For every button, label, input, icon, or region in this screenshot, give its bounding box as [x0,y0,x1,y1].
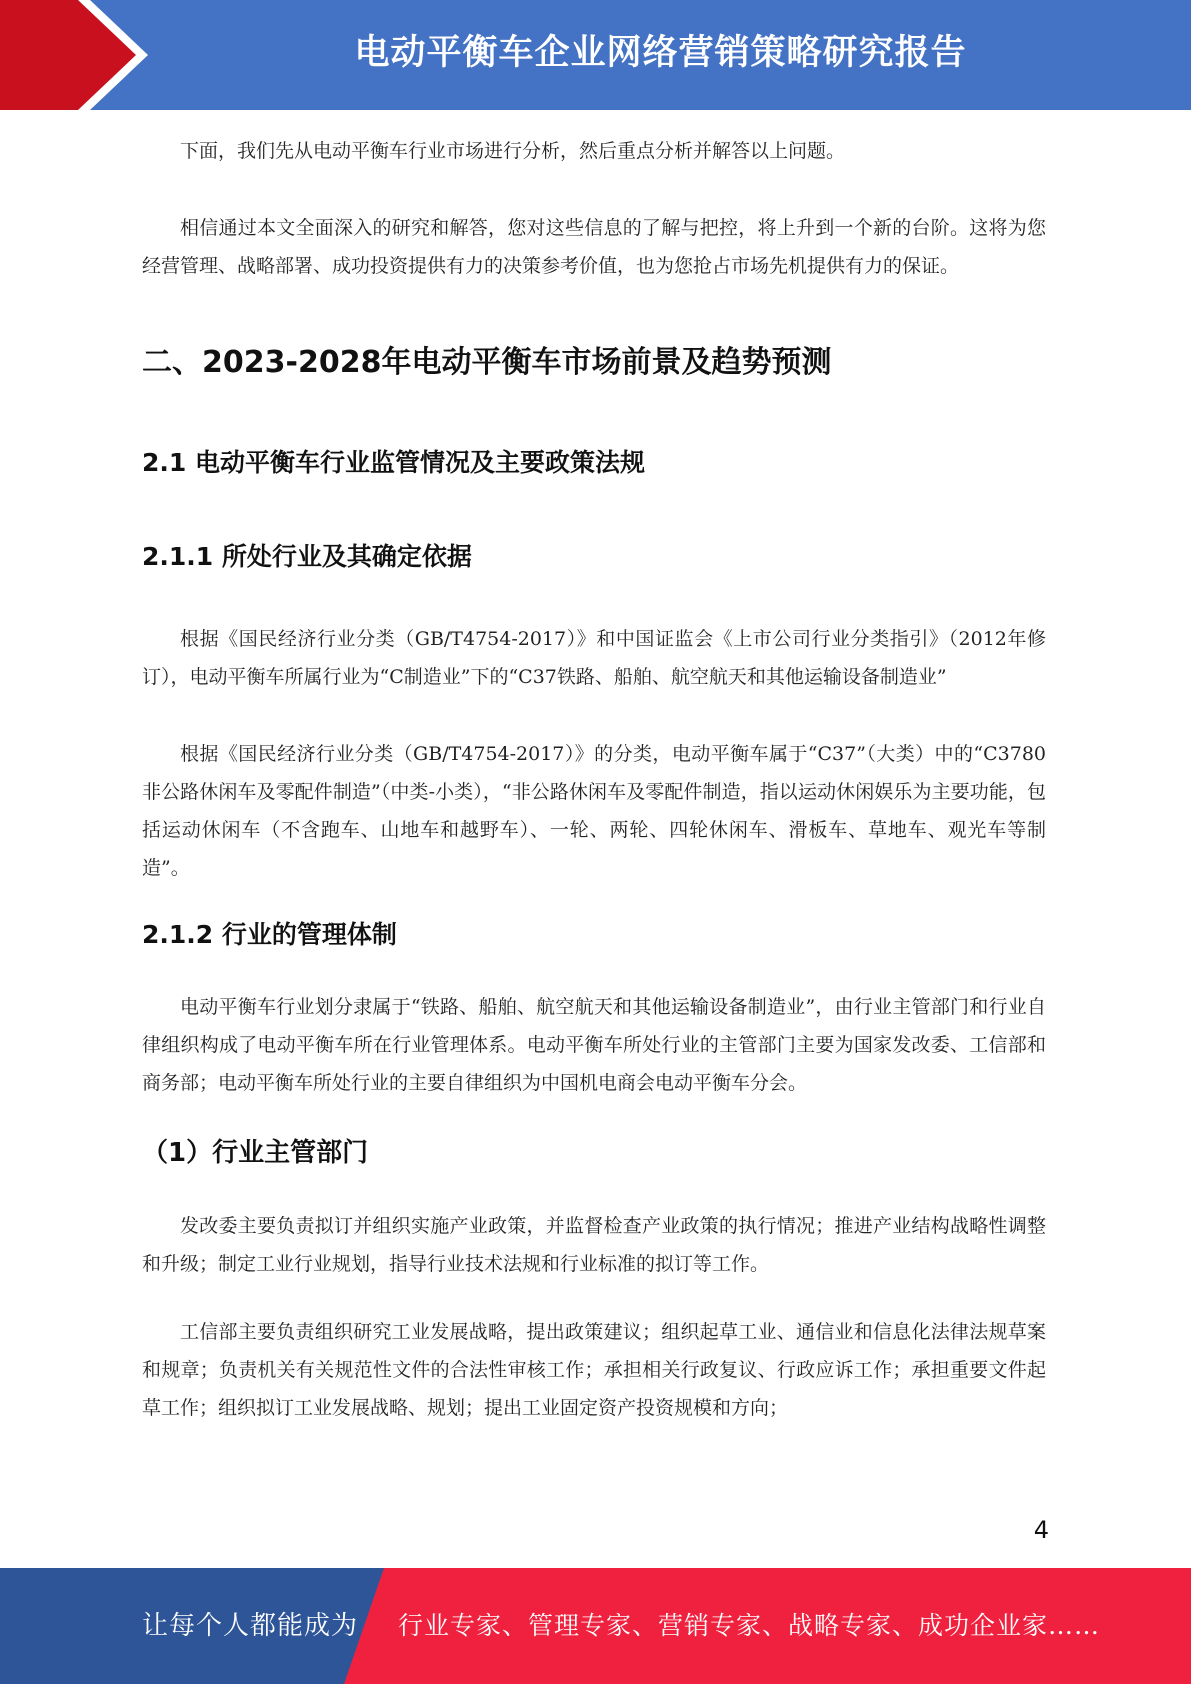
management-paragraph: 电动平衡车行业划分隶属于“铁路、船舶、航空航天和其他运输设备制造业”，由行业主管部门和行业自律组织构成了电动平衡车所在行业管理体系。电动平衡车所处行业的主管部门主要为国家发改委、工信部和商务部；电动平衡车所处行业的主要自律组织为中国机电商会电动平衡车分会。 [142,996,1046,1094]
footer-slogan-right: 行业专家、管理专家、营销专家、战略专家、成功企业家…… [398,1611,1101,1640]
page-header [0,0,1191,110]
section-heading: 二、2023-2028年电动平衡车市场前景及趋势预测 [142,345,832,380]
subsubsection-heading-1: 2.1.1 所处行业及其确定依据 [142,542,472,571]
item-heading: （1）行业主管部门 [142,1138,369,1168]
ndrc-paragraph: 发改委主要负责拟订并组织实施产业政策，并监督检查产业政策的执行情况；推进产业结构战略性调整和升级；制定工业行业规划，指导行业技术法规和行业标准的拟订等工作。 [142,1215,1046,1275]
industry-paragraph-2: 根据《国民经济行业分类（GB/T4754-2017）》的分类，电动平衡车属于“C37”（大类）中的“C3780非公路休闲车及零配件制造”（中类-小类），“非公路休闲车及零配件制造，指以运动休闲娱乐为主要功能，包括运动休闲车（不含跑车、山地车和越野车）、一轮、两轮、四轮休闲车、滑板车、草地车、观光车等制造”。 [142,743,1046,879]
miit-paragraph: 工信部主要负责组织研究工业发展战略，提出政策建议；组织起草工业、通信业和信息化法律法规草案和规章；负责机关有关规范性文件的合法性审核工作；承担相关行政复议、行政应诉工作；承担重要文件起草工作；组织拟订工业发展战略、规划；提出工业固定资产投资规模和方向； [142,1321,1046,1419]
page-footer [0,1568,1191,1684]
subsubsection-heading-2: 2.1.2 行业的管理体制 [142,920,397,949]
subsection-heading: 2.1 电动平衡车行业监管情况及主要政策法规 [142,448,645,477]
footer-slogan-left: 让每个人都能成为 [142,1611,359,1641]
page-content [142,132,1046,1427]
intro-paragraph-1: 下面，我们先从电动平衡车行业市场进行分析，然后重点分析并解答以上问题。 [180,140,846,162]
industry-paragraph-1: 根据《国民经济行业分类（GB/T4754-2017）》和中国证监会《上市公司行业分类指引》（2012年修订），电动平衡车所属行业为“C制造业”下的“C37铁路、船舶、航空航天和其他运输设备制造业” [142,628,1046,688]
report-title: 电动平衡车企业网络营销策略研究报告 [354,33,967,73]
page-number: 4 [1033,1516,1049,1544]
intro-paragraph-2: 相信通过本文全面深入的研究和解答，您对这些信息的了解与把控，将上升到一个新的台阶。这将为您经营管理、战略部署、成功投资提供有力的决策参考价值，也为您抢占市场先机提供有力的保证。 [142,217,1046,277]
chevron-arrow-icon [0,0,160,110]
